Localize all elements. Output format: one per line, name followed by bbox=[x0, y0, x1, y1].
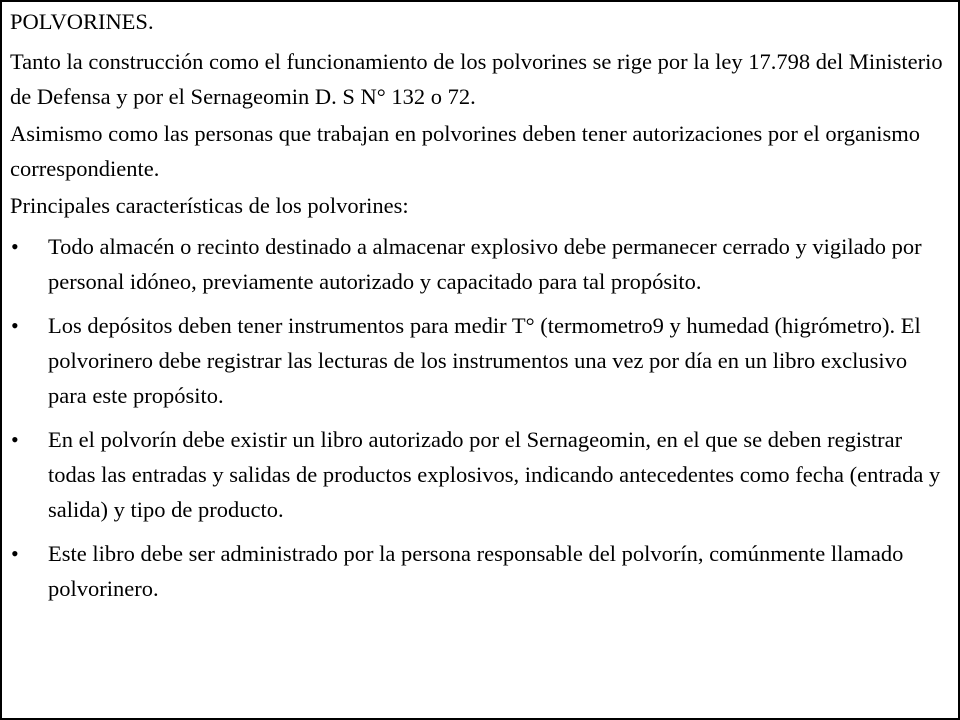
list-item-text: Este libro debe ser administrado por la persona responsable del polvorín, comúnmente llamado polvorinero. bbox=[48, 541, 904, 601]
list-item-text: Los depósitos deben tener instrumentos para medir T° (termometro9 y humedad (higrómetro). El polvorinero debe registrar las lecturas de los instrumentos una vez por día en un libro exclusivo para este propósito. bbox=[48, 313, 921, 408]
list-item bbox=[10, 422, 944, 527]
paragraph-legislation: Tanto la construcción como el funcionamiento de los polvorines se rige por la ley 17.798 del Ministerio de Defensa y por el Sernageomin D. S N° 132 o 72. bbox=[10, 49, 943, 109]
bullet-icon: • bbox=[11, 234, 19, 259]
document-title: POLVORINES. bbox=[10, 9, 154, 34]
list-item bbox=[10, 536, 944, 606]
list-item-text: Todo almacén o recinto destinado a almacenar explosivo debe permanecer cerrado y vigilado por personal idóneo, previamente autorizado y capacitado para tal propósito. bbox=[48, 234, 922, 294]
bullet-icon: • bbox=[11, 541, 19, 566]
paragraph-characteristics-intro: Principales características de los polvorines: bbox=[10, 193, 409, 218]
list-item bbox=[10, 229, 944, 299]
bullet-icon: • bbox=[11, 313, 19, 338]
characteristics-list bbox=[10, 229, 944, 606]
list-item-text: En el polvorín debe existir un libro autorizado por el Sernageomin, en el que se deben registrar todas las entradas y salidas de productos explosivos, indicando antecedentes como fecha (entrada y salida) y tipo de producto. bbox=[48, 427, 941, 522]
document-body bbox=[10, 4, 944, 615]
paragraph-authorizations: Asimismo como las personas que trabajan en polvorines deben tener autorizaciones por el organismo correspondiente. bbox=[10, 121, 920, 181]
bullet-icon: • bbox=[11, 427, 19, 452]
list-item bbox=[10, 308, 944, 413]
